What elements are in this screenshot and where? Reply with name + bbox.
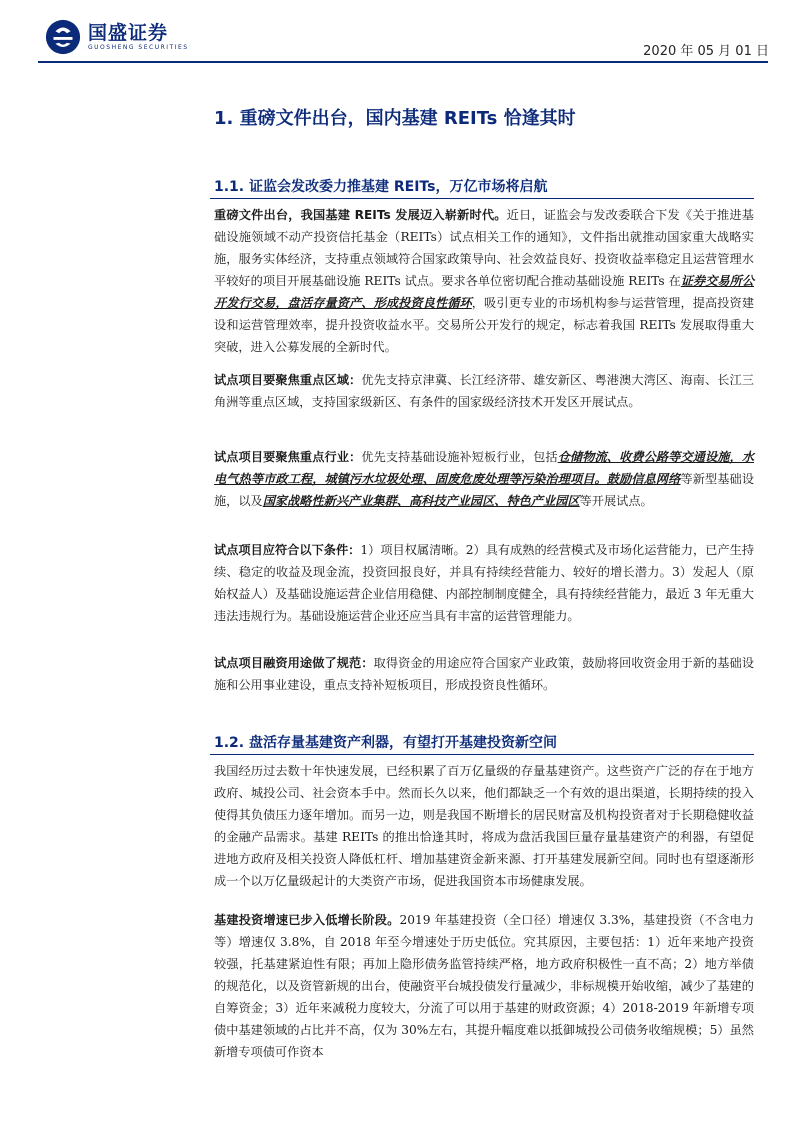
emphasis-text: 国家战略性新兴产业集群、高科技产业园区、特色产业园区 bbox=[262, 494, 580, 508]
subsection-heading-1-1: 1.1. 证监会发改委力推基建 REITs，万亿市场将启航 bbox=[214, 179, 548, 195]
paragraph-conditions bbox=[214, 539, 754, 627]
subsection-divider bbox=[210, 754, 754, 755]
paragraph-lead: 试点项目要聚焦重点行业： bbox=[214, 450, 362, 464]
header-divider bbox=[38, 61, 768, 63]
paragraph-fund-usage bbox=[214, 652, 754, 696]
subsection-divider bbox=[210, 198, 754, 199]
logo-english-name: GUOSHENG SECURITIES bbox=[88, 44, 189, 51]
emphasis-text: 证券交易所公开发行交易，盘活存量资产、形成投资良性循环 bbox=[214, 274, 755, 310]
paragraph-lead: 试点项目要聚焦重点区域： bbox=[214, 373, 362, 387]
emphasis-text: 仓储物流、收费公路等交通设施，水电气热等市政工程，城镇污水垃圾处理、固废危废处理等污染治理项目。鼓励信息网络 bbox=[214, 450, 755, 486]
paragraph-text: 等开展试点。 bbox=[579, 494, 653, 508]
logo-chinese-name: 国盛证券 bbox=[88, 22, 169, 44]
paragraph-text: 优先支持京津冀、长江经济带、雄安新区、粤港澳大湾区、海南、长江三角洲等重点区域，支持国家级新区、有条件的国家级经济技术开发区开展试点。 bbox=[214, 373, 754, 409]
paragraph-text: 2019 年基建投资（全口径）增速仅 3.3%，基建投资（不含电力等）增速仅 3.8%，自 2018 年至今增速处于历史低位。究其原因，主要包括：1）近年来地产投资较强，托基建紧迫性有限；再加上隐形债务监管持续严格，地方政府积极性一直不高；2）地方举债的规范化，以及资管新规的出台，使融资平台城投债发行量减少，非标规模开始收缩，减少了基建的自筹资金；3）近年来减税力度较大，分流了可以用于基建的财政资源；4）2018-2019 年新增专项债中基建领域的占比并不高，仅为 30%左右，其提升幅度难以抵御城投公司债务收缩规模；5）虽然新增专项债可作资本 bbox=[214, 913, 755, 1059]
report-date: 2020 年 05 月 01 日 bbox=[643, 44, 769, 59]
paragraph-existing-assets bbox=[214, 760, 754, 892]
paragraph-policy-release bbox=[214, 204, 754, 358]
paragraph-lead: 基建投资增速已步入低增长阶段。 bbox=[214, 913, 400, 927]
paragraph-text: 近日，证监会与发改委联合下发《关于推进基础设施领域不动产投资信托基金（REITs）试点相关工作的通知》，文件指出就推动国家重大战略实施，服务实体经济，支持重点领域符合国家政策导向、社会效益良好、投资收益率稳定且运营管理水平较好的项目开展基础设施 REITs 试点。要求各单位密切配合推动基础设施 REITs 在 bbox=[214, 208, 754, 288]
paragraph-lead: 试点项目融资用途做了规范： bbox=[214, 656, 374, 670]
paragraph-text: 取得资金的用途应符合国家产业政策，鼓励将回收资金用于新的基础设施和公用事业建设，重点支持补短板项目，形成投资良性循环。 bbox=[214, 656, 755, 692]
page-header bbox=[0, 0, 793, 70]
paragraph-text: ，吸引更专业的市场机构参与运营管理，提高投资建设和运营管理效率，提升投资收益水平。交易所公开发行的规定，标志着我国 REITs 发展取得重大突破，进入公募发展的全新时代。 bbox=[214, 296, 755, 354]
paragraph-low-growth bbox=[214, 909, 754, 1063]
paragraph-text: 等新型基础设施，以及 bbox=[214, 472, 755, 508]
section-heading-1: 1. 重磅文件出台，国内基建 REITs 恰逢其时 bbox=[214, 108, 576, 129]
guosheng-logo-icon bbox=[44, 18, 82, 56]
paragraph-text: 1）项目权属清晰。2）具有成熟的经营模式及市场化运营能力，已产生持续、稳定的收益及现金流，投资回报良好，并具有持续经营能力、较好的增长潜力。3）发起人（原始权益人）及基础设施运营企业信用稳健、内部控制制度健全，具有持续经营能力，最近 3 年无重大违法违规行为。基础设施运营企业还应当具有丰富的运营管理能力。 bbox=[214, 543, 755, 623]
paragraph-text: 我国经历过去数十年快速发展，已经积累了百万亿量级的存量基建资产。这些资产广泛的存在于地方政府、城投公司、社会资本手中。然而长久以来，他们都缺乏一个有效的退出渠道，长期持续的投入使得其负债压力逐年增加。而另一边，则是我国不断增长的居民财富及机构投资者对于长期稳健收益的金融产品需求。基建 REITs 的推出恰逢其时，将成为盘活我国巨量存量基建资产的利器，有望促进地方政府及相关投资人降低杠杆、增加基建资金新来源、打开基建发展新空间。同时也有望逐渐形成一个以万亿量级起计的大类资产市场，促进我国资本市场健康发展。 bbox=[214, 764, 754, 888]
subsection-heading-1-2: 1.2. 盘活存量基建资产利器，有望打开基建投资新空间 bbox=[214, 735, 557, 751]
paragraph-key-industries bbox=[214, 446, 754, 512]
paragraph-key-regions bbox=[214, 369, 754, 413]
paragraph-text: 优先支持基础设施补短板行业，包括 bbox=[361, 450, 558, 464]
paragraph-lead: 重磅文件出台，我国基建 REITs 发展迈入崭新时代。 bbox=[214, 208, 507, 222]
company-logo bbox=[44, 18, 189, 56]
paragraph-lead: 试点项目应符合以下条件： bbox=[214, 543, 361, 557]
